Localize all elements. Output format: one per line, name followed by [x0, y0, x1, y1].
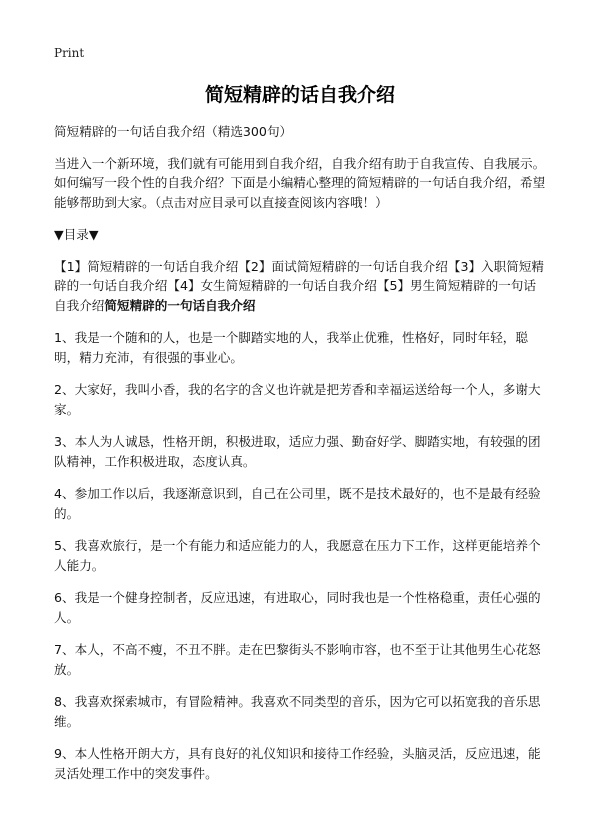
list-item: 1、我是一个随和的人，也是一个脚踏实地的人，我举止优雅，性格好，同时年轻，聪明，精力充沛，有很强的事业心。	[54, 330, 528, 365]
list-item: 7、本人，不高不瘦，不丑不胖。走在巴黎街头不影响市容，也不至于让其他男生心花怒放。	[54, 642, 541, 677]
page-title: 简短精辟的话自我介绍	[204, 84, 395, 106]
article-body	[54, 122, 548, 796]
toc-label: ▼目录▼	[54, 227, 99, 242]
toc-link-2[interactable]: 【2】面试简短精辟的一句话自我介绍	[238, 258, 448, 274]
list-item: 2、大家好，我叫小香，我的名字的含义也许就是把芳香和幸福运送给每一个人，多谢大家。	[54, 382, 541, 417]
list-item: 9、本人性格开朗大方，具有良好的礼仪知识和接待工作经验，头脑灵活，反应迅速，能灵活处理工作中的突发事件。	[54, 746, 541, 781]
list-item: 4、参加工作以后，我逐渐意识到，自己在公司里，既不是技术最好的，也不是最有经验的。	[54, 486, 541, 521]
intro-paragraph: 当进入一个新环境，我们就有可能用到自我介绍，自我介绍有助于自我宣传、自我展示。如何编写一段个性的自我介绍？下面是小编精心整理的简短精辟的一句话自我介绍，希望能够帮助到大家。（点击对应目录可以直接查阅该内容哦！）	[54, 155, 546, 210]
table-of-contents	[54, 257, 548, 316]
toc-link-1[interactable]: 【1】简短精辟的一句话自我介绍	[54, 258, 239, 274]
list-item: 3、本人为人诚恳，性格开朗，积极进取，适应力强、勤奋好学、脚踏实地，有较强的团队精神，工作积极进取，态度认真。	[54, 434, 541, 469]
toc-link-4[interactable]: 【4】女生简短精辟的一句话自我介绍	[167, 278, 377, 293]
toc-link-5[interactable]: 【5】男生简短精辟的一句话自我介绍	[54, 278, 536, 313]
section-heading: 简短精辟的一句话自我介绍	[104, 297, 256, 313]
list-item: 6、我是一个健身控制者，反应迅速，有进取心，同时我也是一个性格稳重，责任心强的人。	[54, 590, 541, 625]
print-link[interactable]: Print	[54, 46, 85, 60]
toc-link-3[interactable]: 【3】入职简短精辟的一句话自我介绍	[54, 258, 545, 293]
list-item: 5、我喜欢旅行，是一个有能力和适应能力的人，我愿意在压力下工作，这样更能培养个人能力。	[54, 538, 541, 573]
list-item: 8、我喜欢探索城市，有冒险精神。我喜欢不同类型的音乐，因为它可以拓宽我的音乐思维。	[54, 694, 541, 729]
article-subtitle: 简短精辟的一句话自我介绍（精选300句）	[54, 124, 293, 139]
